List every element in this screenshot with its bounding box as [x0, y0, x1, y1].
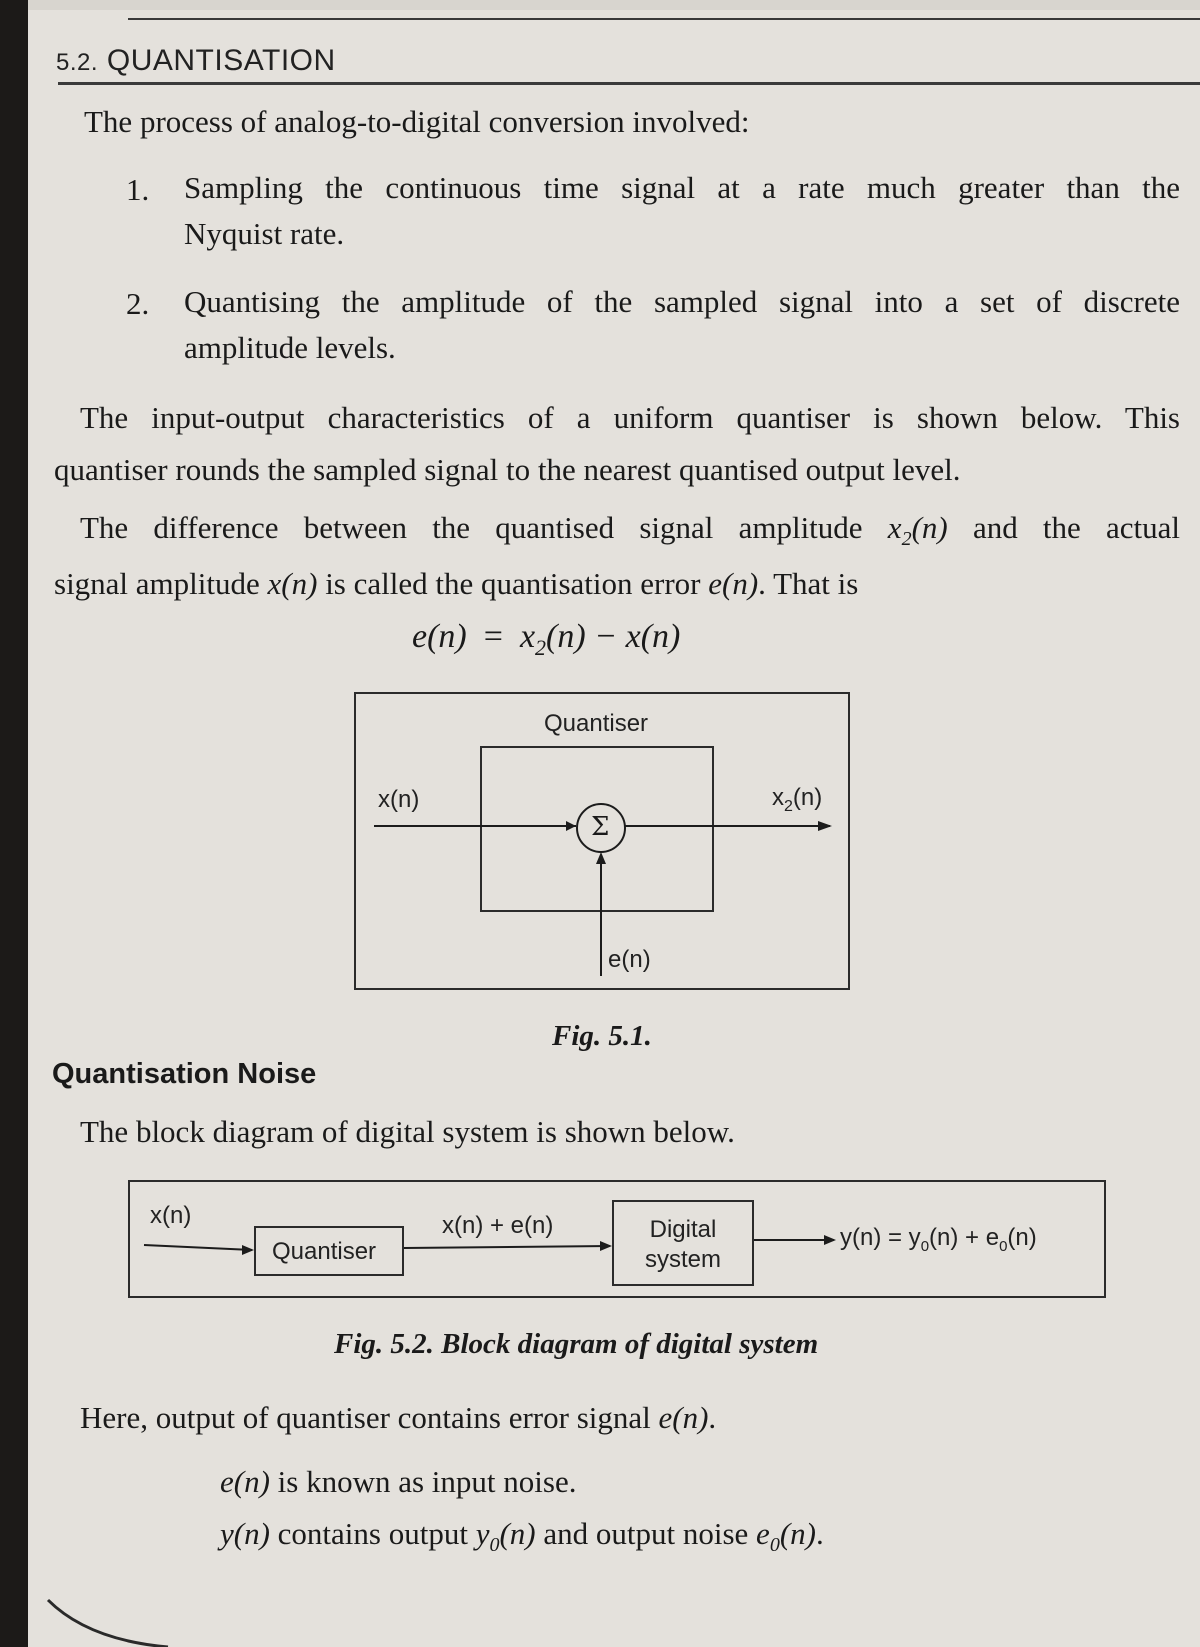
noise-heading: Quantisation Noise	[52, 1058, 317, 1090]
para1-line1: The input-output characteristics of a uniform quantiser is shown below. This	[80, 400, 1180, 435]
fig2-mid-label: x(n) + e(n)	[442, 1212, 554, 1239]
page-curl-line	[48, 1600, 168, 1647]
step-2-number: 2.	[126, 286, 150, 321]
quantiser-title: Quantiser	[544, 710, 649, 737]
closing-e: e	[756, 1516, 770, 1551]
equation-rhs-rest: (n) − x(n)	[546, 618, 681, 655]
x2n-base: x	[887, 510, 902, 545]
fig2-out-sub1: 0	[920, 1237, 930, 1255]
x2n-sub: 2	[901, 528, 912, 551]
para2-text-b: and the actual	[972, 510, 1181, 545]
fig2-digital-line1: Digital	[649, 1216, 717, 1243]
closing-y-sub: 0	[489, 1534, 500, 1557]
fig2-quantiser-label: Quantiser	[272, 1238, 377, 1265]
xn-math: x(n)	[267, 566, 318, 601]
equation-equals: =	[483, 618, 503, 655]
noise-text: The block diagram of digital system is shown below.	[80, 1114, 735, 1149]
step-1-number: 1.	[126, 172, 150, 207]
equation-rhs-x: x	[519, 618, 536, 655]
section-title: QUANTISATION	[106, 44, 336, 77]
step-1-line1: Sampling the continuous time signal at a rate much greater than the	[184, 170, 1180, 205]
section-number: 5.2.	[56, 49, 99, 76]
fig1-output-sub: 2	[784, 797, 793, 815]
closing-e-arg: (n)	[779, 1516, 816, 1551]
para1-line2: quantiser rounds the sampled signal to the nearest quantised output level.	[54, 452, 961, 487]
para2-text-d: is called the quantisation error	[325, 566, 701, 601]
step-1-line2: Nyquist rate.	[184, 216, 345, 251]
closing-input-noise: is known as input noise.	[277, 1464, 577, 1499]
fig2-out-a: y(n) = y	[840, 1224, 921, 1251]
fig1-input-label: x(n)	[378, 786, 420, 813]
step-2-line1: Quantising the amplitude of the sampled signal into a set of discrete	[184, 284, 1180, 319]
intro-text: The process of analog-to-digital conversion involved:	[84, 104, 750, 139]
fig2-input-label: x(n)	[150, 1202, 192, 1229]
closing-e-sub: 0	[769, 1534, 780, 1557]
fig2-out-b: (n) + e	[929, 1224, 1000, 1251]
equation-rhs-sub: 2	[535, 634, 547, 660]
equation-lhs: e(n)	[412, 618, 467, 655]
en-math: e(n)	[708, 566, 759, 601]
closing-en-2: e(n)	[220, 1464, 270, 1499]
closing-text-a: Here, output of quantiser contains error signal	[80, 1400, 651, 1435]
closing-text-c: contains output	[277, 1516, 468, 1551]
fig2-out-c: (n)	[1007, 1224, 1037, 1251]
closing-en: e(n)	[658, 1400, 709, 1435]
closing-yn: y(n)	[220, 1516, 270, 1551]
fig1-output-base: x	[772, 784, 784, 811]
closing-y: y	[475, 1516, 490, 1551]
para2-text-c: signal amplitude	[54, 566, 260, 601]
x2n-arg: (n)	[911, 510, 948, 545]
closing-period: .	[708, 1400, 717, 1435]
para2-text-e: . That is	[758, 566, 859, 601]
closing-y-arg: (n)	[499, 1516, 536, 1551]
book-page	[28, 0, 1200, 1647]
page-curl	[28, 0, 1200, 1647]
closing-text-d: and output noise	[543, 1516, 749, 1551]
para2-text-a: The difference between the quantised signal amplitude	[80, 510, 863, 545]
fig2-digital-line2: system	[644, 1246, 721, 1273]
fig2-out-sub2: 0	[999, 1237, 1008, 1255]
figure-2-caption: Fig. 5.2. Block diagram of digital system	[334, 1328, 819, 1360]
sigma-symbol: Σ	[591, 812, 610, 842]
fig1-output-arg: (n)	[792, 784, 823, 811]
step-2-line2: amplitude levels.	[184, 330, 396, 365]
figure-1-caption: Fig. 5.1.	[552, 1020, 652, 1052]
closing-period-2: .	[815, 1516, 824, 1551]
fig1-error-label: e(n)	[608, 946, 651, 973]
